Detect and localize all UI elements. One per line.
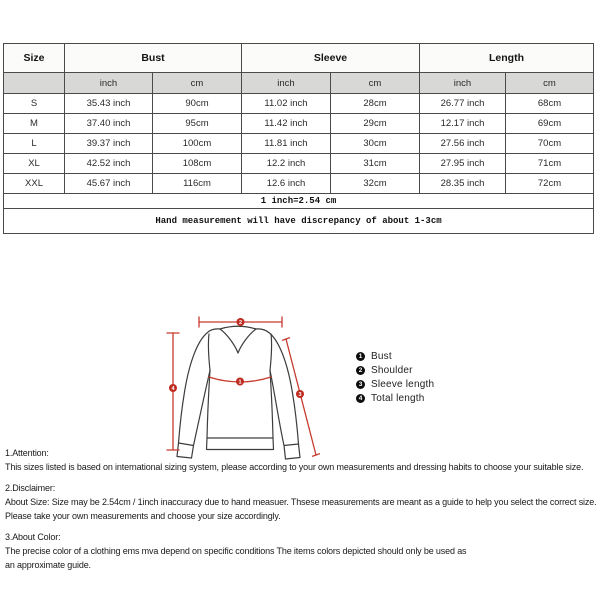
table-row-m (4, 114, 594, 134)
length-cm-cell: 69cm (506, 114, 594, 134)
table-header-row (4, 44, 594, 73)
legend-bullet-3-icon: 3 (356, 380, 365, 389)
sleeve-cm-cell: 31cm (331, 154, 420, 174)
table-row-xxl (4, 174, 594, 194)
size-cell: XXL (4, 174, 65, 194)
svg-text:3: 3 (298, 392, 302, 398)
table-row-l (4, 134, 594, 154)
unit-header-sleeve-cm: cm (331, 73, 420, 94)
col-header-sleeve: Sleeve (242, 44, 420, 73)
unit-header-length-inch: inch (420, 73, 506, 94)
legend-item-total-length (356, 393, 434, 403)
unit-header-sleeve-inch: inch (242, 73, 331, 94)
length-cm-cell: 71cm (506, 154, 594, 174)
legend-bullet-1-icon: 1 (356, 352, 365, 361)
sleeve-cm-cell: 28cm (331, 94, 420, 114)
bust-inch-cell: 35.43 inch (65, 94, 153, 114)
bust-inch-cell: 37.40 inch (65, 114, 153, 134)
bust-inch-cell: 42.52 inch (65, 154, 153, 174)
bust-cm-cell: 100cm (153, 134, 242, 154)
length-inch-cell: 26.77 inch (420, 94, 506, 114)
sleeve-inch-cell: 11.81 inch (242, 134, 331, 154)
legend-label: Total length (371, 392, 425, 404)
measurement-note-row (4, 209, 594, 234)
length-inch-cell: 28.35 inch (420, 174, 506, 194)
col-header-length: Length (420, 44, 594, 73)
table-row-s (4, 94, 594, 114)
svg-text:1: 1 (238, 379, 242, 386)
legend-item-shoulder (356, 365, 434, 375)
conversion-note-row (4, 194, 594, 209)
size-cell: L (4, 134, 65, 154)
length-inch-cell: 27.95 inch (420, 154, 506, 174)
length-cm-cell: 70cm (506, 134, 594, 154)
bust-cm-cell: 95cm (153, 114, 242, 134)
size-cell: S (4, 94, 65, 114)
bust-cm-cell: 116cm (153, 174, 242, 194)
disclaimer-text-line2: Please take your own measurements and choose your size accordingly. (5, 511, 281, 521)
sleeve-inch-cell: 11.42 inch (242, 114, 331, 134)
attention-heading: 1.Attention: (5, 448, 49, 458)
bust-inch-cell: 39.37 inch (65, 134, 153, 154)
sleeve-inch-cell: 12.2 inch (242, 154, 331, 174)
legend-label: Bust (371, 350, 392, 362)
unit-header-empty (4, 73, 65, 94)
sweater-measurement-diagram (140, 282, 340, 468)
bust-cm-cell: 90cm (153, 94, 242, 114)
measurement-legend (356, 351, 434, 407)
size-chart-table (3, 43, 594, 234)
unit-header-length-cm: cm (506, 73, 594, 94)
size-cell: XL (4, 154, 65, 174)
legend-bullet-4-icon: 4 (356, 394, 365, 403)
disclaimer-heading: 2.Disclaimer: (5, 483, 56, 493)
marker-total-length (169, 384, 177, 392)
notes-block (5, 446, 599, 579)
col-header-size: Size (4, 44, 65, 73)
unit-header-bust-cm: cm (153, 73, 242, 94)
col-header-bust: Bust (65, 44, 242, 73)
sleeve-inch-cell: 11.02 inch (242, 94, 331, 114)
sleeve-cm-cell: 30cm (331, 134, 420, 154)
about-color-section (5, 530, 599, 572)
bust-cm-cell: 108cm (153, 154, 242, 174)
unit-header-row (4, 73, 594, 94)
marker-shoulder (237, 318, 245, 326)
svg-text:2: 2 (238, 320, 243, 326)
about-color-text-line2: an approximate guide. (5, 560, 91, 570)
legend-item-bust (356, 351, 434, 361)
size-cell: M (4, 114, 65, 134)
marker-sleeve-length (296, 390, 304, 398)
disclaimer-text-line1: About Size: Size may be 2.54cm / 1inch inaccuracy due to hand measuer. Thsese measurements are meant as a guide to help you select the correct size. (5, 497, 597, 507)
disclaimer-section (5, 481, 599, 523)
table-row-xl (4, 154, 594, 174)
legend-label: Sleeve length (371, 378, 435, 390)
about-color-text-line1: The precise color of a clothing ems mva depend on specific conditions The items colors depicted should only be used as (5, 546, 467, 556)
length-cm-cell: 72cm (506, 174, 594, 194)
about-color-heading: 3.About Color: (5, 532, 61, 542)
legend-label: Shoulder (371, 364, 413, 376)
length-inch-cell: 12.17 inch (420, 114, 506, 134)
bust-inch-cell: 45.67 inch (65, 174, 153, 194)
length-inch-cell: 27.56 inch (420, 134, 506, 154)
sleeve-cm-cell: 29cm (331, 114, 420, 134)
sleeve-cm-cell: 32cm (331, 174, 420, 194)
conversion-note: 1 inch=2.54 cm (4, 194, 594, 209)
length-cm-cell: 68cm (506, 94, 594, 114)
attention-section (5, 446, 599, 474)
attention-text: This sizes listed is based on international sizing system, please according to your own measurements and dressing habits to choose your suitable size. (5, 462, 584, 472)
legend-item-sleeve-length (356, 379, 434, 389)
sleeve-inch-cell: 12.6 inch (242, 174, 331, 194)
measurement-note: Hand measurement will have discrepancy of about 1-3cm (4, 209, 594, 234)
unit-header-bust-inch: inch (65, 73, 153, 94)
sweater-outline (177, 326, 300, 459)
svg-text:4: 4 (171, 386, 175, 392)
marker-bust (236, 378, 244, 386)
legend-bullet-2-icon: 2 (356, 366, 365, 375)
